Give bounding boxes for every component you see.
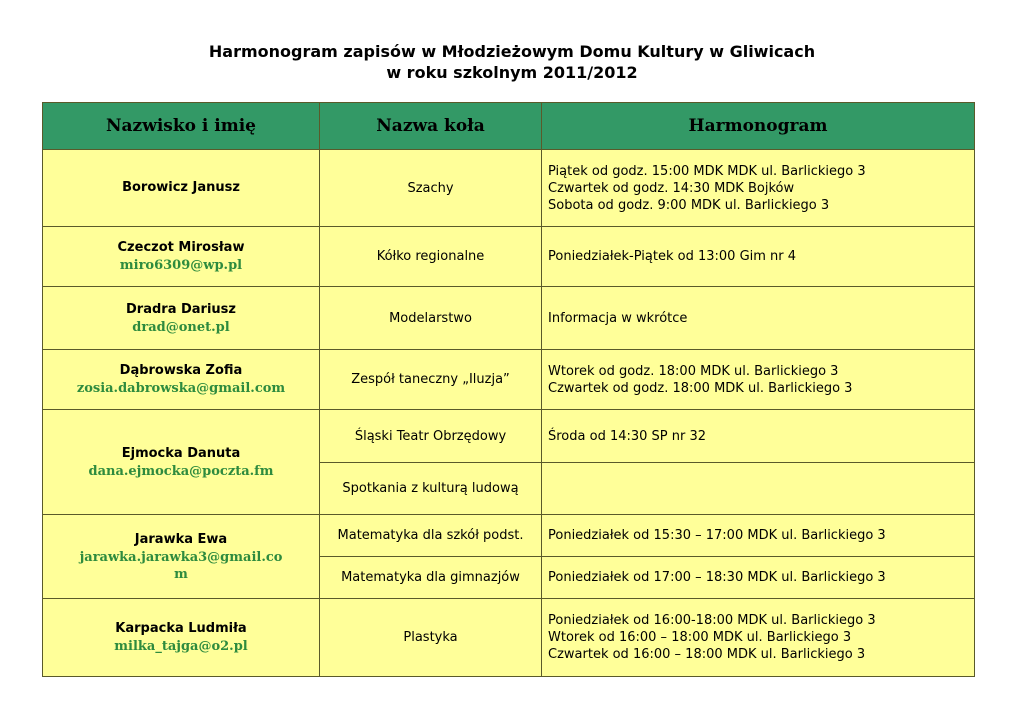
person-name: Jarawka Ewa	[134, 531, 228, 547]
schedule-line: Poniedziałek-Piątek od 13:00 Gim nr 4	[548, 249, 797, 264]
club-name: Matematyka dla gimnazjów	[320, 557, 542, 599]
schedule-line: Wtorek od 16:00 – 18:00 MDK ul. Barlickiego 3	[548, 630, 852, 645]
person-name: Czeczot Mirosław	[117, 240, 245, 255]
table-row	[43, 515, 975, 557]
schedule-cell	[542, 463, 975, 515]
schedule-cell	[542, 557, 975, 599]
club-name: Zespół taneczny „Iluzja”	[320, 350, 542, 410]
title-line-2: w roku szkolnym 2011/2012	[386, 63, 638, 82]
person-name: Dąbrowska Zofia	[119, 363, 243, 378]
person-cell	[43, 150, 320, 227]
club-name: Plastyka	[320, 599, 542, 677]
header-name: Nazwisko i imię	[43, 103, 320, 150]
schedule-cell	[542, 599, 975, 677]
club-name: Spotkania z kulturą ludową	[320, 463, 542, 515]
schedule-line: Czwartek od godz. 14:30 MDK Bojków	[548, 180, 795, 196]
club-name: Kółko regionalne	[320, 227, 542, 287]
table-row	[43, 350, 975, 410]
schedule-cell	[542, 350, 975, 410]
document-title	[0, 41, 1024, 83]
person-email-link[interactable]: milka_tajga@o2.pl	[114, 639, 248, 654]
schedule-cell	[542, 410, 975, 463]
table-row	[43, 410, 975, 463]
person-name: Ejmocka Danuta	[121, 445, 241, 461]
title-line-1: Harmonogram zapisów w Młodzieżowym Domu Kultury w Gliwicach	[208, 42, 816, 61]
person-name: Dradra Dariusz	[126, 301, 236, 317]
schedule-line: Środa od 14:30 SP nr 32	[548, 428, 707, 444]
club-name: Modelarstwo	[320, 287, 542, 350]
table-row	[43, 227, 975, 287]
club-name: Matematyka dla szkół podst.	[320, 515, 542, 557]
schedule-line: Wtorek od godz. 18:00 MDK ul. Barlickiego 3	[548, 363, 839, 379]
person-email-link[interactable]: zosia.dabrowska@gmail.com	[76, 381, 286, 396]
schedule-cell	[542, 150, 975, 227]
schedule-line: Poniedziałek od 17:00 – 18:30 MDK ul. Barlickiego 3	[548, 570, 886, 585]
schedule-line: Piątek od godz. 15:00 MDK MDK ul. Barlickiego 3	[548, 163, 866, 179]
schedule-cell	[542, 515, 975, 557]
club-name: Szachy	[320, 150, 542, 227]
person-name: Borowicz Janusz	[122, 180, 240, 195]
schedule-line: Poniedziałek od 15:30 – 17:00 MDK ul. Barlickiego 3	[548, 528, 886, 543]
table-row	[43, 150, 975, 227]
person-email-link[interactable]: drad@onet.pl	[132, 319, 230, 335]
table-body	[43, 150, 975, 677]
header-row	[43, 103, 975, 150]
header-schedule: Harmonogram	[542, 103, 975, 150]
club-name: Śląski Teatr Obrzędowy	[320, 410, 542, 463]
schedule-cell	[542, 227, 975, 287]
person-cell	[43, 227, 320, 287]
schedule-line: Poniedziałek od 16:00-18:00 MDK ul. Barlickiego 3	[548, 613, 876, 628]
person-cell	[43, 599, 320, 677]
person-email-link[interactable]: dana.ejmocka@poczta.fm	[88, 463, 274, 479]
person-cell	[43, 350, 320, 410]
schedule-cell	[542, 287, 975, 350]
person-cell	[43, 287, 320, 350]
person-email-link[interactable]: jarawka.jarawka3@gmail.com	[79, 549, 283, 582]
person-cell	[43, 410, 320, 515]
person-name: Karpacka Ludmiła	[115, 621, 247, 636]
table-row	[43, 599, 975, 677]
schedule-line: Czwartek od 16:00 – 18:00 MDK ul. Barlickiego 3	[548, 647, 866, 662]
header-club: Nazwa koła	[320, 103, 542, 150]
schedule-table	[42, 102, 975, 677]
person-email-link[interactable]: miro6309@wp.pl	[119, 258, 243, 273]
table-row	[43, 287, 975, 350]
person-cell	[43, 515, 320, 599]
schedule-line: Czwartek od godz. 18:00 MDK ul. Barlickiego 3	[548, 380, 853, 396]
schedule-line: Sobota od godz. 9:00 MDK ul. Barlickiego 3	[548, 197, 830, 213]
schedule-line: Informacja w wkrótce	[548, 310, 688, 326]
